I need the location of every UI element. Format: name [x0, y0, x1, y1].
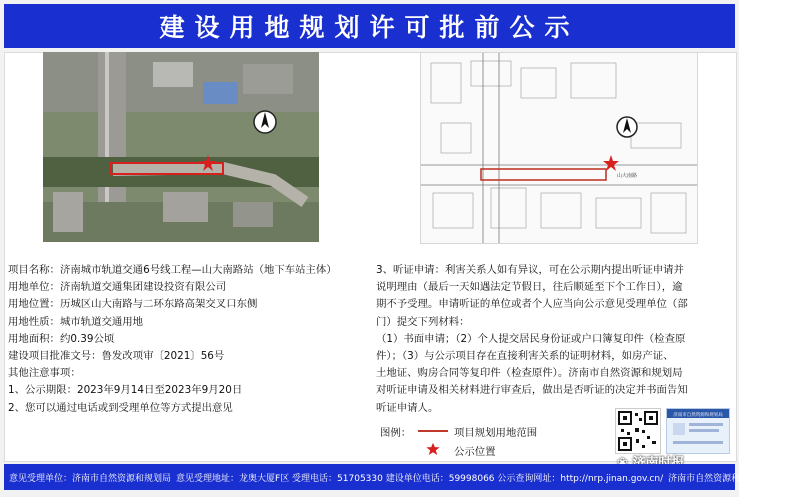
legend-line-icon — [418, 428, 448, 434]
hearing-line: 件）；（3）与公示项目存在直接利害关系的证明材料，如房产证、 — [376, 350, 674, 363]
footer-supervisor: 济南市自然资源和规划局监制 — [668, 473, 785, 484]
hearing-line: 期不予受理。申请听证的单位或者个人应当向公示意见受理单位（部 — [376, 298, 688, 311]
project-name-row: 项目名称：济南城市轨道交通6号线工程—山大南路站（地下车站主体） — [8, 264, 337, 276]
approval-row: 建设项目批准文号：鲁发改项审〔2021〕56号 — [8, 350, 225, 363]
footer-unit: 意见受理单位：济南市自然资源和规划局 — [9, 473, 172, 484]
notice-title: 建设用地规划许可批前公示 — [4, 4, 735, 48]
notes-item-2: 2、您可以通过电话或到受理单位等方式提出意见 — [8, 401, 233, 414]
location-row: 用地位置：历城区山大南路与二环东路高架交叉口东侧 — [8, 298, 258, 311]
hearing-line: 对听证申请及相关材料进行审查后，做出是否听证的决定并书面告知 — [376, 384, 688, 397]
owner-row: 用地单位：济南轨道交通集团建设投资有限公司 — [8, 281, 227, 294]
footer-address: 意见受理地址：龙奥大厦F区 受理电话：51705330 建设单位电话：59998066 公示查询网址：http://nrp.jinan.gov.cn/ — [176, 473, 664, 484]
footer-bar — [4, 464, 785, 490]
hearing-line: 土地证、购房合同等复印件（检查原件）。济南市自然资源和规划局 — [376, 367, 683, 380]
project-info — [8, 262, 373, 417]
hearing-line: 3、听证申请：利害关系人如有异议，可在公示期内提出听证申请并 — [376, 264, 684, 276]
station-label: 山大南路 — [617, 173, 638, 179]
satellite-map-drawing — [43, 52, 319, 242]
notes-heading: 其他注意事项： — [8, 367, 81, 380]
satellite-map — [43, 52, 319, 242]
legend-boundary-label: 项目规划用地范围 — [454, 427, 538, 439]
promo-card-title: 济南市自然资源和规划局 — [673, 413, 723, 418]
legend-star-icon — [426, 442, 440, 456]
hearing-line: 说明理由（最后一天如遇法定节假日，往后顺延至下个工作日），逾 — [376, 281, 683, 294]
hearing-line: （1）书面申请；（2）个人提交居民身份证或户口簿复印件（检查原 — [376, 332, 686, 345]
legend-title: 图例： — [380, 427, 412, 439]
legend-position-label: 公示位置 — [454, 446, 496, 458]
area-row: 用地面积：约0.39公顷 — [8, 332, 115, 345]
notes-item-1: 1、公示期限：2023年9月14日至2023年9月20日 — [8, 384, 243, 397]
hearing-line: 听证申请人。 — [376, 401, 439, 414]
qr-code-icon[interactable] — [615, 408, 661, 454]
promo-card — [666, 408, 730, 454]
promo-card-drawing — [667, 409, 729, 453]
planning-map — [420, 52, 698, 244]
nature-row: 用地性质：城市轨道交通用地 — [8, 315, 144, 328]
planning-map-drawing — [421, 53, 697, 243]
hearing-info — [376, 262, 726, 417]
hearing-line: 门）提交下列材料： — [376, 315, 470, 328]
